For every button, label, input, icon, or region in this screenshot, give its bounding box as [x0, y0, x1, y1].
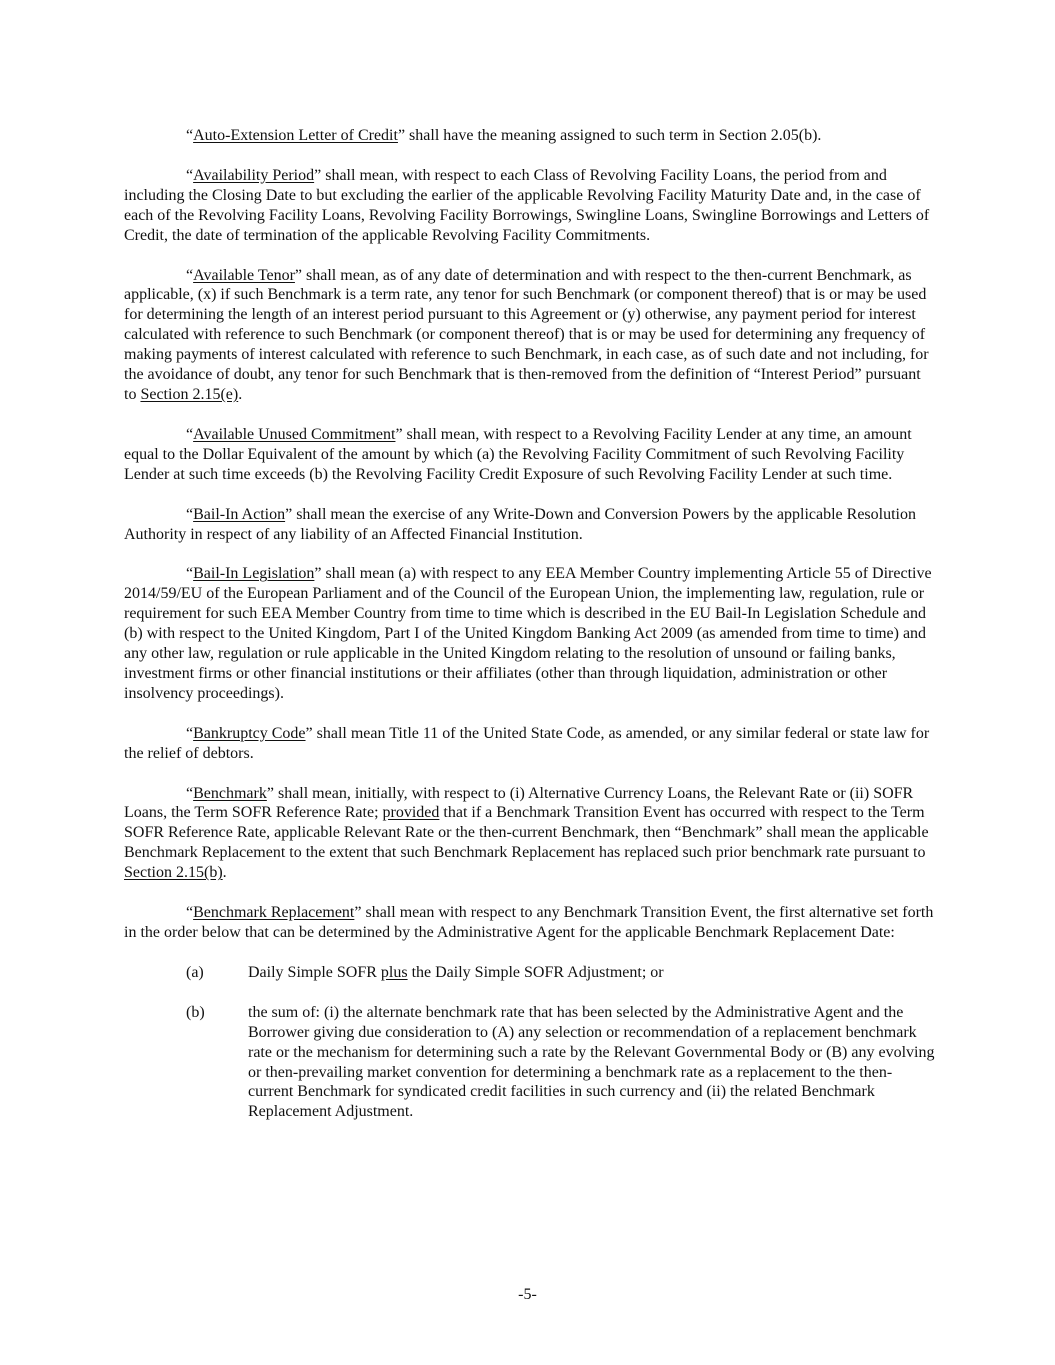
definition-bail-in-action: “Bail-In Action” shall mean the exercise of any Write-Down and Conversion Powers by the applicable Resolution Authority in respect of any liability of an Affected Financial Institution. — [124, 505, 916, 543]
defined-term: Available Tenor — [193, 266, 295, 284]
provided-keyword: provided — [382, 804, 440, 822]
definition-bankruptcy-code: “Bankruptcy Code” shall mean Title 11 of the United State Code, as amended, or any similar federal or state law for the relief of debtors. — [124, 724, 930, 762]
definition-availability-period: “Availability Period” shall mean, with respect to each Class of Revolving Facility Loans, the period from and including the Closing Date to but excluding the earlier of the applicable Revolving Facility Maturity Date and, in the case of each of the Revolving Facility Loans, Revolving Facility Borrowings, Swingline Loans, Swingline Borrowings and Letters of Credit, the date of termination of the applicable Revolving Facility Commitments. — [124, 166, 930, 244]
defined-term: Bankruptcy Code — [193, 724, 306, 742]
definition-text: ” shall mean the exercise of any Write-Down and Conversion Powers by the applicable Resolution Authority in respect of any liability of an Affected Financial Institution. — [124, 505, 916, 543]
defined-term: Benchmark — [193, 784, 267, 802]
defined-term: Benchmark Replacement — [193, 904, 355, 922]
definition-text: ” shall mean (a) with respect to any EEA Member Country implementing Article 55 of Directive 2014/59/EU of the European Parliament and of the Council of the European Union, the implementing law, regulation, rule or requirement for such EEA Member Country from time to time which is described in the EU Bail-In Legislation Schedule and (b) with respect to the United Kingdom, Part I of the United Kingdom Banking Act 2009 (as amended from time to time) and any other law, regulation or rule applicable in the United Kingdom relating to the resolution of unsound or failing banks, investment firms or other financial institutions or their affiliates (other than through liquidation, administration or other insolvency proceedings). — [124, 565, 932, 702]
definition-text: ” shall mean Title 11 of the United State Code, as amended, or any similar federal or state law for the relief of debtors. — [124, 724, 930, 762]
definition-bail-in-legislation: “Bail-In Legislation” shall mean (a) with respect to any EEA Member Country implementing Article 55 of Directive 2014/59/EU of the European Parliament and of the Council of the European Union, the implementing law, regulation, rule or requirement for such EEA Member Country from time to time which is described in the EU Bail-In Legislation Schedule and (b) with respect to the United Kingdom, Part I of the United Kingdom Banking Act 2009 (as amended from time to time) and any other law, regulation or rule applicable in the United Kingdom relating to the resolution of unsound or failing banks, investment firms or other financial institutions or their affiliates (other than through liquidation, administration or other insolvency proceedings). — [124, 565, 932, 702]
definition-available-unused-commitment: “Available Unused Commitment” shall mean, with respect to a Revolving Facility Lender at any time, an amount equal to the Dollar Equivalent of the amount by which (a) the Revolving Facility Commitment of such Revolving Facility Lender at such time exceeds (b) the Revolving Facility Credit Exposure of such Revolving Facility Lender at such time. — [124, 425, 912, 483]
definition-text: ” shall mean, with respect to each Class of Revolving Facility Loans, the period from and including the Closing Date to but excluding the earlier of the applicable Revolving Facility Maturity Date and, in the case of each of the Revolving Facility Loans, Revolving Facility Borrowings, Swingline Loans, Swingline Borrowings and Letters of Credit, the date of termination of the applicable Revolving Facility Commitments. — [124, 166, 930, 244]
clause-text: Daily Simple SOFR plus the Daily Simple SOFR Adjustment; or — [248, 963, 664, 981]
definition-available-tenor: “Available Tenor” shall mean, as of any date of determination and with respect to the then-current Benchmark, as applicable, (x) if such Benchmark is a term rate, any tenor for such Benchmark (or component thereof) that is or may be used for determining the length of an interest period pursuant to this Agreement or (y) otherwise, any payment period for interest calculated with reference to such Benchmark (or component thereof) that is or may be used for determining any frequency of making payments of interest calculated with reference to such Benchmark, in each case, as of such date and not including, for the avoidance of doubt, any tenor for such Benchmark that is then-removed from the definition of “Interest Period” pursuant to Section 2.15(e). — [124, 266, 929, 403]
defined-term: Bail-In Action — [193, 505, 286, 523]
definition-text: ” shall mean, as of any date of determination and with respect to the then-current Benchmark, as applicable, (x) if such Benchmark is a term rate, any tenor for such Benchmark (or component thereof) that is or may be used for determining the length of an interest period pursuant to this Agreement or (y) otherwise, any payment period for interest calculated with reference to such Benchmark (or component thereof) that is or may be used for determining any frequency of making payments of interest calculated with reference to such Benchmark, in each case, as of such date and not including, for the avoidance of doubt, any tenor for such Benchmark that is then-removed from the definition of “Interest Period” pursuant to — [124, 266, 929, 403]
clause-b — [186, 1003, 936, 1122]
definition-benchmark: “Benchmark” shall mean, initially, with respect to (i) Alternative Currency Loans, the Relevant Rate or (ii) SOFR Loans, the Term SOFR Reference Rate; provided that if a Benchmark Transition Event has occurred with respect to the Term SOFR Reference Rate, applicable Relevant Rate or the then-current Benchmark, then “Benchmark” shall mean the applicable Benchmark Replacement to the extent that such Benchmark Replacement has replaced such prior benchmark rate pursuant to Section 2.15(b). — [124, 784, 929, 882]
clause-label: (a) — [186, 963, 204, 981]
definition-benchmark-replacement: “Benchmark Replacement” shall mean with respect to any Benchmark Transition Event, the first alternative set forth in the order below that can be determined by the Administrative Agent for the applicable Benchmark Replacement Date: — [124, 904, 934, 941]
section-reference: Section 2.15(b) — [124, 864, 223, 882]
document-page — [124, 126, 936, 1142]
plus-keyword: plus — [380, 963, 408, 981]
defined-term: Bail-In Legislation — [193, 565, 315, 583]
definition-text: ” shall mean, initially, with respect to (i) Alternative Currency Loans, the Relevant Rate or (ii) SOFR Loans, the Term SOFR Reference Rate; — [124, 784, 914, 822]
defined-term: Auto-Extension Letter of Credit — [193, 127, 398, 144]
definition-text: ” shall mean, with respect to a Revolving Facility Lender at any time, an amount equal to the Dollar Equivalent of the amount by which (a) the Revolving Facility Commitment of such Revolving Facility Lender at such time exceeds (b) the Revolving Facility Credit Exposure of such Revolving Facility Lender at such time. — [124, 425, 912, 483]
definition-text: ” shall have the meaning assigned to such term in Section 2.05(b). — [397, 127, 822, 144]
clause-label: (b) — [186, 1003, 205, 1021]
clause-a — [186, 963, 936, 983]
definition-text: ” shall mean with respect to any Benchmark Transition Event, the first alternative set forth in the order below that can be determined by the Administrative Agent for the applicable Benchmark Replacement Date: — [124, 904, 934, 941]
page-number: -5- — [518, 1286, 537, 1303]
clause-text: the sum of: (i) the alternate benchmark rate that has been selected by the Administrative Agent and the Borrower giving due consideration to (A) any selection or recommendation of a replacement benchmark rate or the mechanism for determining such a rate by the Relevant Governmental Body or (B) any evolving or then-prevailing market convention for determining a benchmark rate as a replacement to the then-current Benchmark for syndicated credit facilities in such currency and (ii) the related Benchmark Replacement Adjustment. — [248, 1003, 935, 1121]
section-reference: Section 2.15(e) — [140, 385, 239, 403]
defined-term: Availability Period — [193, 166, 315, 184]
definition-auto-extension-letter-of-credit: “Auto-Extension Letter of Credit” shall have the meaning assigned to such term in Section 2.05(b). — [186, 127, 822, 144]
defined-term: Available Unused Commitment — [193, 425, 396, 443]
